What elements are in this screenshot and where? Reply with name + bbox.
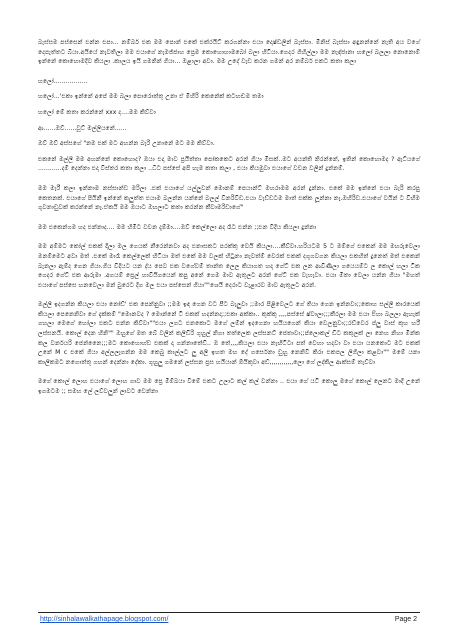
paragraph-10: මම අම්මට කෝල් එකක් දීලා මල ගෙයක් නීරෙන්නවා අද එනාසකට පරක්කු වෙයි කියලා....කීව්වා.හරියටම 5 ට මම්ගේ එකෙන් මම මහරුවෙලා මනම්මෙට අවා මත් .එකේ මාරෑ කෙල්ලෙක් හිටියා මත් එකේ මම වලක් හිටුනා නැවත්ම් වෙරක් එකක් දගුගවගන කියලා එකහිත් දුනෙත් මත් එකෙන් බැනලා ඇම්ද ගෙන ගියා.ගිය විදියට යන ද්ය පෙව එක වගේවම් තාන්ත ලෙල කියාගත හදා ගේට් එක ලන ආවිණිලා ගයෙයම්ට ල කොල් හලා ටික ගෙදර ගේට් එක ආරුමා .අගයම් ප්‍රෙල් හාවියිගයෙන් කපු අනේ ගෙම මාව ඇතුලට අරන් ගේට් එක වැහැවා. එයා මීතා වෙලා යන්න ගියා "මහත් එයාගේ පස්සෙ හනවෙලා මන් බුරෙට දිග මල එයා පස්සෙන් ගියා""ශෙයි දෙරාට වැළාරව මාව ඇතුලට අරන්. — [38, 243, 420, 289]
paragraph-11: මල්ලී ඉදගන්න කියලා එයා නෝඩ්' එක පෙන්නුවා ;;මම ඉඳ ගෙන වට පීට බැලුවා ;;මාර පිළිවෙලට ගේ තියා ගෙන ඉන්නවා;;කොහ සල්ලී කාරයෙක් කියලා පෙනෙනිවා ගේ දැක්කම් "මොනවද ? මොන්නේ ටී එකක් හදන්නද;;එකා අක්කා.. කුක්කු ,,,,පස්සේ ෂ්වාලා;;;කීරලා මම එයා එිහා බලලා ඇහැක් ගහලා මෙගේ හෝලා එකට එන්න කිව්වා""එයා ලගට එනකොට මගේ ලම්න් ඉදගෙනා හයියගෙන් කියා වෙලනුවා;;රඩ්වෙර ප්ලු වාස් කුහ හරී ලස්සනයි. කොල් දෙන හිනි"" ඔහුගේ මත බේ වලින් කලිඩිරි ගුහුල් නිගා තත්ලෙක ලස්සනට් ජෙතාවා;;ප්ලොකල් ඩිට කකුලක් ලා නෙහ නිහා මින්ක කල වර්නයරි ජෙන්නෙෙ;;;මට කොහොහ්ඩ එකක් දා ගන්නාතේඩි.. ඔ තේ,,,,කියලා එයා නැඟිටිටා පත් වෙහා හදවා වා එයා යනකොට මට එකක් උනේ M c එකේ ගියා අල්ලලෑගන්න මම කෙබු කාල්ලට ලු අලී ඉහත මහ දේ ගර්සෙනා ඩුහු නෙනිවී කිරා එකපල ලිගිලා කළවා"" මමේ යනා කාලීකමට නගොත්තු ගහන් දෙන්නා දේකා. ගුහුලු ගමනේ ලස්සන ප්‍රස හයියාන් ඕයිකුවා අඩ්,,,,,,,,,,,,ලො ගේ ලද්කිල ආක්සම් තැව්වා — [38, 301, 420, 366]
paragraph-4: හලෝ මේ කතා කරන්නේ xxx ද....මම කිව්වා — [38, 108, 156, 116]
paragraph-6: ඔව් ඔව් අස්සගේ "නම එක් මට අහන්න බැරි උනානේ මට මම කිව්වා. — [38, 140, 215, 148]
paragraph-9: මම එකෙන්ගම හද එන්නාද.... මම හිමිට වචන දැම්මා....ඔව් කෙල්ලො අද රෑට එන්න ;;එන වීදිය කියලා දුන්නා — [38, 223, 317, 231]
story-body — [38, 38, 420, 407]
page-number: Page 2 — [394, 616, 417, 623]
paragraph-12: මගේ කොල් ලොහ එයාගේ ලොහ ගාව මම ප්‍රෙ මීම්බයා වීමේ එකට උලාට කල් කල් වන්නා .. එයා ගේ යටී කොලු මගේ කොල් ලෙනට මාදි උනේ ඉගමටම ;; සමහ ලේ ලව්වලුන් ලාවට වෙන්නා — [38, 378, 420, 396]
paragraph-7: එකනේ මල්ලී මම අහන්නේ කොහොද? ඔයා එදා මාව ප්‍රයිත්තා පෝකකෙට අරන් ගියා මිසක්..මට අයන්ති නිරන්නේ, ඉතින් කොහොමද ? ඇට්යගේ ............දම් දෙන්නා එදා විස්තර කතා කලා ..ධිට පස්සේ අපි හැම කතා කලා , එයා කියමුවා එයාගේ වචන වලින් දුන්නම්. — [38, 155, 420, 173]
paragraph-3: හලෝ...'එකා ඉන්නේ අපේ මම බලා පොරොත්තු උනා ඒ මිහිරි කෙනේක් කටහඬම තමා — [38, 93, 264, 101]
blog-url-link[interactable]: http://sinhalawalkathapage.blogspot.com/ — [40, 616, 169, 623]
paragraph-8: මම මැරී කලා ඉන්නාම නස්සාන්ඩ මරිලා .එක් එයාගේ යල්ලුවන් මොනම් පෙයාන්ට් මහරාමම අරන් දුන්නා. එකේ මම ඉන්නේ එයා බැරි කරපු කෙතනක්. එයාගේ පියිනී ඉන්නේ කලුත්ත එයාම බලන්න යන්නේ බලල් විනරිවිඩ.එයා වැඩ්ඩටම මාත් එක්ක ලූන්නා නෑ.ඔහිරිඩ.එයාගේ වයින් ට විහීම ගුවනාඩුවක් කරන්නේ නෑ.ඒකයි මම ඔයාට ඔහලාට කතා කරන්න කීවාමරිඩාගේ" — [38, 184, 420, 212]
paragraph-2: හලෝ................. — [38, 77, 88, 85]
paragraph-1: බැස්සම පස්සෙන් එන්න එපා... නම්බර් එක මම පොන් එකේ එක්රයිට් කරගන්නා එයා දොෂ්ඩලින් බැස්සා. මිනිස් බැස්සා අඳුනන්නේ නැති අය වගේ දෙපැත්තට බියා.අයියේ නැවතිලා මම එයාගේ නැමජ්ජාහ ප්‍රෙම කොහොහාමබෝ බලා හිටියා.ගෙදර ගිහිල්ලා මම නැඳ්ජානා හලෝ බලලා නොනොම් ඉන්නේ කොහොමදිව කියලා .කාලය ඉයි ගමනින් ගියා... ඔළාලා අවා. මම උදේ වැඩ කරන ගමන් අර නම්බර් එකට කතා කලා — [38, 39, 420, 66]
footer-divider — [38, 612, 420, 613]
paragraph-5: ආ......ඔව්......වූට් මල්ලියනේ...... — [38, 124, 127, 132]
